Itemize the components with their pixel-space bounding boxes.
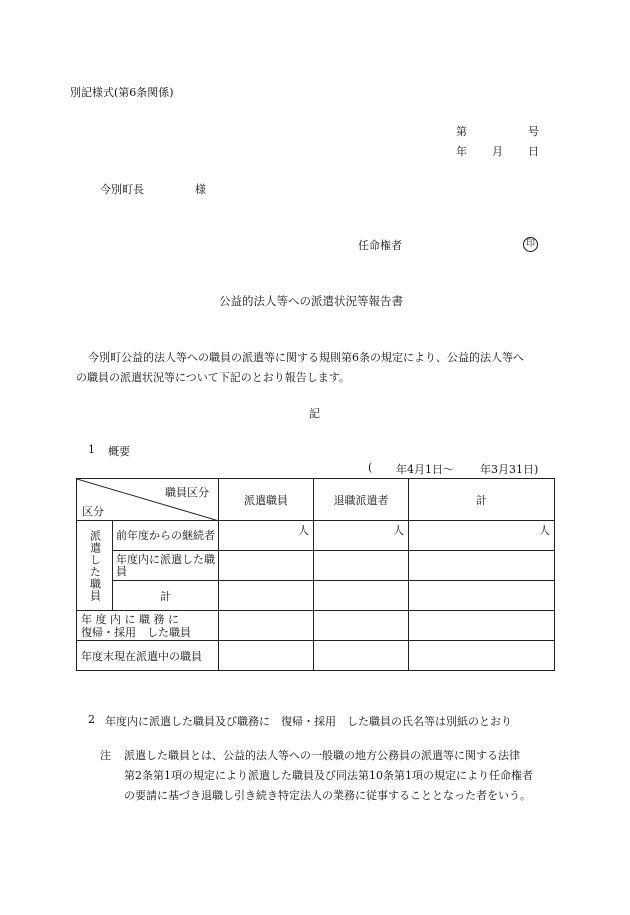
note-line-3: の要請に基づき退職し引き続き特定法人の業務に従事することとなった者をいう。 [124, 789, 531, 802]
table-cell [409, 581, 555, 611]
table-cell [219, 581, 314, 611]
note-mark: 注 [100, 749, 111, 762]
table-cell [409, 641, 555, 671]
table-cell [314, 611, 409, 641]
row-label-return [77, 611, 219, 641]
date-month: 月 [492, 145, 503, 158]
form-label: 別記様式(第6条関係) [70, 86, 174, 99]
group-label-cell [77, 521, 113, 611]
table-cell [409, 611, 555, 641]
period-from: 年4月1日～ [396, 463, 454, 476]
table-cell [219, 641, 314, 671]
column-header: 退職派遣者 [314, 479, 409, 521]
appointer-label: 任命権者 [358, 239, 402, 252]
row-label: 計 [113, 581, 219, 611]
table-cell [314, 581, 409, 611]
summary-table [76, 478, 555, 671]
row-label-line: 年 度 内 に 職 務 に [81, 612, 179, 626]
table-cell [314, 641, 409, 671]
table-header-corner [77, 479, 219, 521]
number-go: 号 [528, 125, 539, 138]
row-label: 前年度からの継続者 [113, 521, 219, 551]
addressee-name: 今別町長 [100, 183, 144, 196]
document-title: 公益的法人等への派遣状況等報告書 [219, 294, 403, 308]
body-line-2: の職員の派遣状況等について下記のとおり報告します。 [76, 371, 350, 384]
table-cell: 人 [314, 521, 409, 551]
header-category: 区分 [82, 505, 104, 518]
table-cell: 人 [219, 521, 314, 551]
section2-text: 年度内に派遣した職員及び職務に 復帰・採用 した職員の氏名等は別紙のとおり [105, 715, 512, 728]
period-open: ( [368, 461, 373, 474]
table-cell [219, 551, 314, 581]
section2-number: 2 [88, 713, 95, 726]
column-header: 派遣職員 [219, 479, 314, 521]
table-cell [409, 551, 555, 581]
section1-number: 1 [88, 443, 95, 456]
table-cell: 人 [409, 521, 555, 551]
row-label-current: 年度末現在派遣中の職員 [77, 641, 219, 671]
row-label-line: 復帰・採用 した職員 [81, 625, 191, 639]
seal-icon: 印 [523, 237, 538, 252]
period-to: 年3月31日) [480, 463, 539, 476]
row-label: 年度内に派遣した職員 [113, 551, 219, 581]
date-day: 日 [528, 145, 539, 158]
seal-mark [523, 236, 538, 252]
column-header: 計 [409, 479, 555, 521]
note-line-1: 派遣した職員とは、公益的法人等への一般職の地方公務員の派遣等に関する法律 [124, 749, 520, 762]
note-line-2: 第2条第1項の規定により派遣した職員及び同法第10条第1項の規定により任命権者 [124, 769, 533, 782]
table-cell [314, 551, 409, 581]
body-line-1: 今別町公益的法人等への職員の派遣等に関する規則第6条の規定により、公益的法人等へ [88, 351, 524, 364]
header-staff-category: 職員区分 [165, 486, 209, 499]
date-year: 年 [456, 145, 467, 158]
group-label: 派遣した職員 [88, 529, 102, 602]
section1-heading: 概要 [108, 445, 130, 458]
table-cell [219, 611, 314, 641]
addressee-honorific: 様 [195, 183, 206, 196]
ki-marker: 記 [309, 407, 320, 420]
number-dai: 第 [456, 125, 467, 138]
